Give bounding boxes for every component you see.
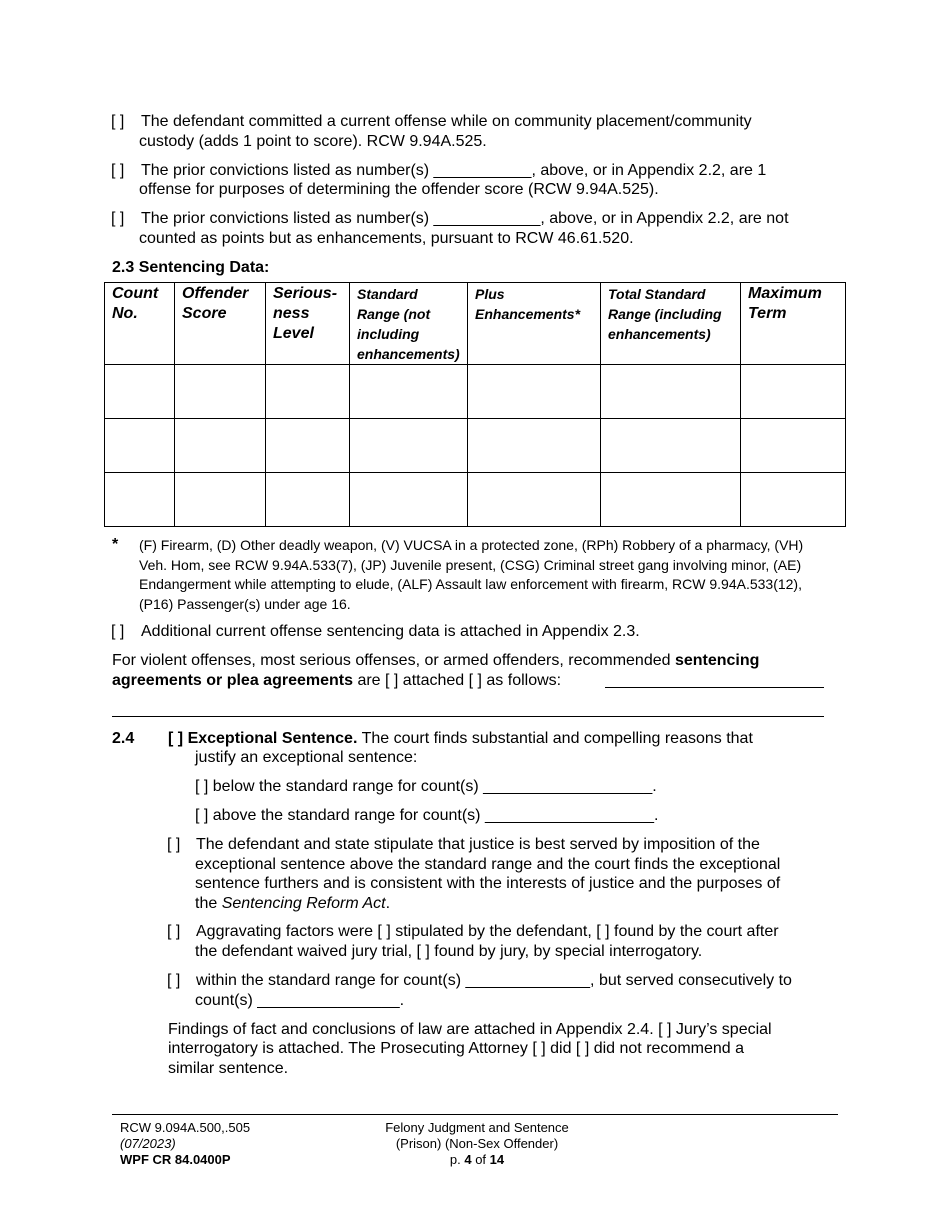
text-line: Aggravating factors were [ ] stipulated by the defendant, [ ] found by the court after (196, 923, 779, 940)
table-cell[interactable] (175, 419, 266, 473)
table-cell[interactable] (266, 365, 350, 419)
text-line: The prior convictions listed as number(s) ___________, above, or in Appendix 2.2, are 1 (141, 162, 767, 179)
checkbox[interactable]: [ ] (111, 162, 125, 179)
table-cell[interactable] (105, 365, 175, 419)
checkbox[interactable]: [ ] (168, 730, 184, 747)
table-cell[interactable] (105, 473, 175, 527)
footer-divider (112, 1114, 838, 1115)
col-header-count-no: Count No. (105, 283, 175, 365)
table-cell[interactable] (741, 365, 846, 419)
table-row (105, 419, 846, 473)
signature-line[interactable] (605, 687, 824, 688)
below-range-option[interactable]: [ ] below the standard range for count(s) ___________________. (195, 778, 657, 795)
table-cell[interactable] (350, 473, 468, 527)
footnote-line: (P16) Passenger(s) under age 16. (139, 596, 351, 612)
footnote-line: Endangerment while attempting to elude, (ALF) Assault law enforcement with firearm, RCW 9.94A.533(12), (139, 576, 802, 592)
para-violent (112, 651, 832, 691)
table-cell[interactable] (350, 365, 468, 419)
col-header-plus-enhancements: Plus Enhancements* (468, 283, 601, 365)
table-row (105, 365, 846, 419)
text-line: within the standard range for count(s) ______________, but served consecutively to (196, 972, 792, 989)
table-cell[interactable] (741, 473, 846, 527)
checkbox[interactable]: [ ] (111, 113, 125, 130)
footer-form-number: WPF CR 84.0400P (120, 1152, 231, 1167)
checkbox[interactable]: [ ] (167, 836, 181, 853)
text-line: custody (adds 1 point to score). RCW 9.94A.525. (139, 133, 487, 150)
text-line: exceptional sentence above the standard range and the court finds the exceptional (195, 856, 781, 873)
footnote-line: (F) Firearm, (D) Other deadly weapon, (V) VUCSA in a protected zone, (RPh) Robbery of a pharmacy, (VH) (139, 537, 804, 553)
section-number-2-4: 2.4 (112, 730, 135, 747)
table-cell[interactable] (601, 473, 741, 527)
table-cell[interactable] (601, 419, 741, 473)
text-line: The defendant and state stipulate that justice is best served by imposition of the (196, 836, 760, 853)
sentencing-data-table (104, 282, 846, 527)
table-cell[interactable] (468, 419, 601, 473)
text-line: The defendant committed a current offense while on community placement/community (141, 113, 752, 130)
blank-line[interactable] (112, 716, 824, 717)
text-line: similar sentence. (168, 1060, 289, 1077)
section-title-2-3: 2.3 Sentencing Data: (112, 259, 270, 276)
footer-rcw: RCW 9.094A.500,.505 (120, 1120, 251, 1135)
text-line: The prior convictions listed as number(s) ____________, above, or in Appendix 2.2, are not (141, 210, 789, 227)
text: For violent offenses, most serious offenses, or armed offenders, recommended (112, 652, 675, 669)
section-title-2-4: Exceptional Sentence. (187, 730, 358, 747)
col-header-standard-range: Standard Range (not including enhancements) (350, 283, 468, 365)
text-line: interrogatory is attached. The Prosecuting Attorney [ ] did [ ] did not recommend a (168, 1040, 745, 1057)
table-row (105, 473, 846, 527)
text-line: offense for purposes of determining the offender score (RCW 9.94A.525). (139, 181, 659, 198)
footnote-line: Veh. Hom, see RCW 9.94A.533(7), (JP) Juvenile present, (CSG) Criminal street gang involving minor, (AE) (139, 557, 802, 573)
above-range-option[interactable]: [ ] above the standard range for count(s) ___________________. (195, 807, 659, 824)
text-line: count(s) ________________. (195, 992, 405, 1009)
text-line: the defendant waived jury trial, [ ] found by jury, by special interrogatory. (195, 943, 703, 960)
footer-title: Felony Judgment and Sentence (385, 1120, 569, 1135)
text: are [ ] attached [ ] as follows: (353, 672, 562, 689)
table-cell[interactable] (468, 473, 601, 527)
table-cell[interactable] (175, 365, 266, 419)
table-cell[interactable] (105, 419, 175, 473)
table-cell[interactable] (350, 419, 468, 473)
text-line: Additional current offense sentencing data is attached in Appendix 2.3. (141, 623, 640, 640)
table-cell[interactable] (266, 419, 350, 473)
footer-date: (07/2023) (120, 1136, 176, 1151)
text: The court finds substantial and compelling reasons that (357, 730, 753, 747)
table-cell[interactable] (601, 365, 741, 419)
text-line: counted as points but as enhancements, pursuant to RCW 46.61.520. (139, 230, 634, 247)
text-line: sentence furthers and is consistent with the interests of justice and the purposes of (195, 875, 781, 892)
footer-subtitle: (Prison) (Non-Sex Offender) (395, 1136, 559, 1151)
text-bold: sentencing (674, 652, 760, 669)
table-cell[interactable] (266, 473, 350, 527)
exceptional-sentence-heading (168, 729, 753, 749)
table-cell[interactable] (741, 419, 846, 473)
col-header-total-standard-range: Total Standard Range (including enhancements) (601, 283, 741, 365)
table-header-row (105, 283, 846, 365)
checkbox[interactable]: [ ] (167, 923, 181, 940)
checkbox[interactable]: [ ] (111, 623, 125, 640)
footnote-marker: * (112, 536, 119, 553)
col-header-maximum-term: Maximum Term (741, 283, 846, 365)
col-header-offender-score: Offender Score (175, 283, 266, 365)
table-cell[interactable] (175, 473, 266, 527)
col-header-seriousness-level: Serious-ness Level (266, 283, 350, 365)
text-line: justify an exceptional sentence: (195, 749, 418, 766)
page-number: p. 4 of 14 (449, 1152, 505, 1167)
text-line: Findings of fact and conclusions of law are attached in Appendix 2.4. [ ] Jury’s special (168, 1021, 772, 1038)
checkbox[interactable]: [ ] (167, 972, 181, 989)
table-cell[interactable] (468, 365, 601, 419)
text-bold: agreements or plea agreements (112, 672, 353, 689)
text-line: the Sentencing Reform Act. (195, 895, 391, 912)
checkbox[interactable]: [ ] (111, 210, 125, 227)
